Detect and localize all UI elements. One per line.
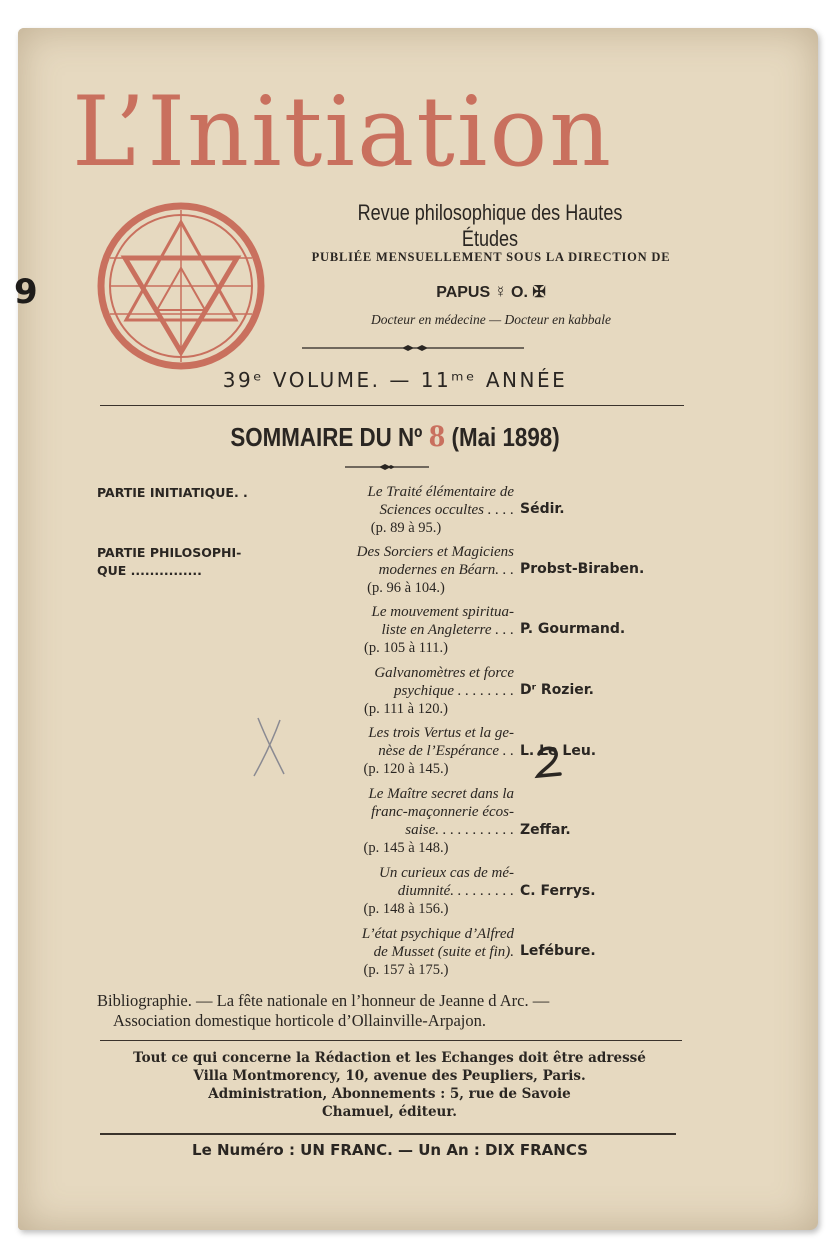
director-titles: Docteur en médecine — Docteur en kabbale	[371, 312, 611, 327]
ornament-divider-small	[345, 462, 429, 472]
entry-title-line: Un curieux cas de mé-	[379, 865, 514, 881]
entry-title-line: Les trois Vertus et la ge-	[368, 725, 514, 741]
ink-numeral-mark-icon	[534, 744, 564, 780]
entry-author: Probst-Biraben.	[520, 561, 645, 577]
sommaire-heading	[141, 420, 648, 453]
entry-author: Zeffar.	[520, 822, 571, 838]
section-philosophique-line1: PARTIE PHILOSOPHI-	[97, 545, 242, 560]
toc-entry	[284, 864, 514, 918]
entry-title-line: de Musset (suite et fin).	[373, 944, 514, 960]
entry-title-line: L’état psychique d’Alfred	[361, 926, 514, 942]
notice-line: Chamuel, éditeur.	[322, 1104, 457, 1120]
bibliography-line: Association domestique horticole d’Ollainville-Arpajon.	[113, 1011, 486, 1030]
sommaire-date: (Mai 1898)	[445, 422, 560, 452]
toc-entry	[284, 543, 514, 597]
entry-pages: (p. 105 à 111.)	[364, 640, 448, 656]
entry-pages: (p. 145 à 148.)	[363, 840, 449, 856]
entry-title-line: Galvanomètres et force	[374, 665, 514, 681]
entry-title-line: modernes en Béarn. . .	[378, 562, 514, 578]
hexagram-seal-icon	[95, 200, 267, 372]
notice-line: Administration, Abonnements : 5, rue de Savoie	[208, 1086, 571, 1102]
entry-author: C. Ferrys.	[520, 883, 596, 899]
entry-author: Lefébure.	[520, 943, 596, 959]
director-name: PAPUS ☿ O. ✠	[436, 284, 546, 301]
divider-rule-thick	[100, 1133, 676, 1135]
section-initiatique: PARTIE INITIATIQUE. .	[97, 485, 248, 500]
entry-title-line: Le Traité élémentaire de	[367, 484, 514, 500]
masthead-title: L’Initiation	[72, 76, 614, 188]
entry-title-line: Le Maître secret dans la	[368, 786, 514, 802]
divider-rule	[100, 405, 684, 406]
entry-author: Dʳ Rozier.	[520, 682, 594, 698]
volume-line: 39ᵉ VOLUME. — 11ᵐᵉ ANNÉE	[222, 368, 568, 392]
bibliography-line: Bibliographie. — La fête nationale en l’honneur de Jeanne d Arc. —	[97, 991, 550, 1010]
entry-title-line: franc-maçonnerie écos-	[371, 804, 514, 820]
toc-entry	[284, 483, 514, 537]
bibliography-block	[97, 991, 697, 1031]
subtitle: Revue philosophique des Hautes Études	[357, 200, 623, 251]
entry-title-line: nèse de l’Espérance . .	[378, 743, 514, 759]
toc-entry	[284, 785, 514, 857]
toc-entry	[284, 664, 514, 718]
editorial-notice	[92, 1049, 687, 1121]
entry-author: P. Gourmand.	[520, 621, 626, 637]
entry-author: L. Le Leu.	[520, 743, 597, 759]
entry-title-line: liste en Angleterre . . .	[381, 622, 514, 638]
ornament-divider	[302, 343, 524, 353]
entry-title-line: saise. . . . . . . . . . .	[405, 822, 514, 838]
notice-line: Tout ce qui concerne la Rédaction et les Echanges doit être adressé	[133, 1050, 646, 1066]
entry-title-line: diumnité. . . . . . . . .	[397, 883, 514, 899]
entry-pages: (p. 89 à 95.)	[370, 520, 442, 536]
pencil-x-mark-icon	[250, 714, 290, 778]
entry-title-line: Sciences occultes . . . .	[379, 502, 514, 518]
sommaire-prefix: SOMMAIRE DU Nº	[230, 422, 429, 452]
notice-line: Villa Montmorency, 10, avenue des Peupliers, Paris.	[193, 1068, 586, 1084]
issue-number: 8	[428, 420, 446, 453]
entry-pages: (p. 96 à 104.)	[367, 580, 445, 596]
divider-rule	[100, 1040, 682, 1041]
toc-entry	[284, 603, 514, 657]
entry-pages: (p. 148 à 156.)	[363, 901, 449, 917]
entry-title-line: Des Sorciers et Magiciens	[356, 544, 514, 560]
price-line: Le Numéro : UN FRANC. — Un An : DIX FRANCS	[192, 1141, 588, 1159]
entry-pages: (p. 120 à 145.)	[363, 761, 449, 777]
toc-entry	[284, 724, 514, 778]
entry-author: Sédir.	[520, 501, 565, 517]
section-philosophique-line2: QUE ...............	[97, 563, 202, 578]
entry-title-line: psychique . . . . . . . .	[394, 683, 514, 699]
entry-pages: (p. 111 à 120.)	[364, 701, 448, 717]
entry-pages: (p. 157 à 175.)	[363, 962, 449, 978]
edge-issue-number: 9	[14, 272, 38, 312]
published-line: PUBLIÉE MENSUELLEMENT SOUS LA DIRECTION DE	[311, 250, 671, 264]
toc-entry	[284, 925, 514, 979]
entry-title-line: Le mouvement spiritua-	[371, 604, 514, 620]
